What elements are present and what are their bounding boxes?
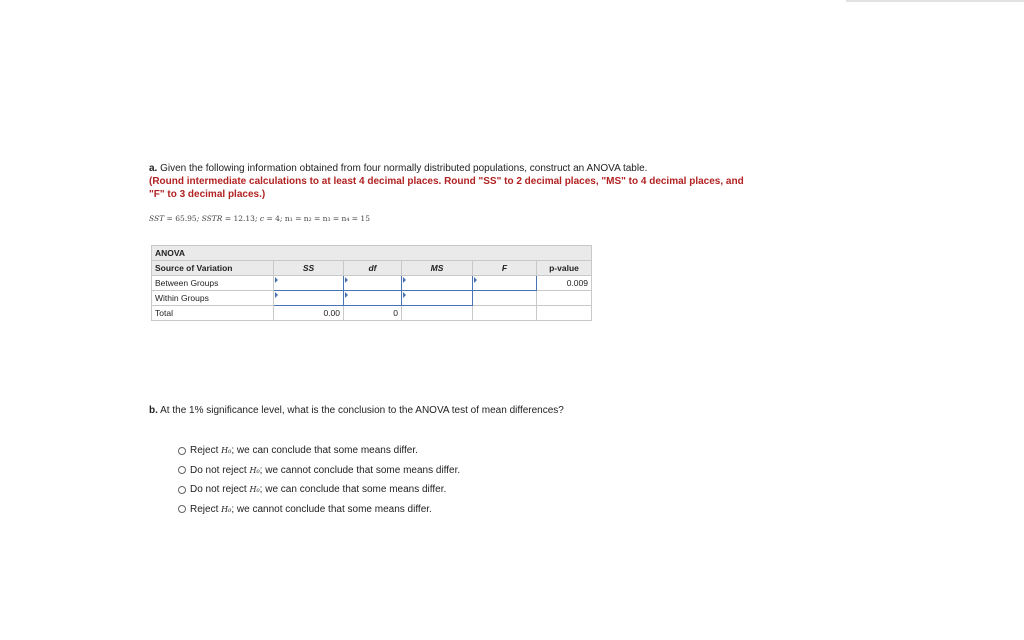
within-df-input[interactable] (344, 291, 402, 306)
sstr-label: SSTR (201, 214, 223, 223)
within-pvalue-cell (537, 291, 592, 306)
question-b (149, 405, 564, 416)
between-ms-input[interactable] (402, 276, 473, 291)
question-b-text: At the 1% significance level, what is the conclusion to the ANOVA test of mean differences? (160, 405, 564, 416)
radio-button[interactable] (178, 447, 186, 455)
option-1[interactable]: Reject H₀ ; we can conclude that some means differ. (178, 441, 460, 461)
option-4[interactable]: Reject H₀ ; we cannot conclude that some means differ. (178, 500, 460, 520)
total-ms-cell (402, 306, 473, 321)
row-label: Total (152, 306, 274, 321)
header-row (152, 261, 592, 276)
sstr-value: 12.13 (233, 214, 255, 223)
header-source: Source of Variation (152, 261, 274, 276)
between-f-input[interactable] (473, 276, 537, 291)
header-f: F (473, 261, 537, 276)
row-label: Between Groups (152, 276, 274, 291)
total-pvalue-cell (537, 306, 592, 321)
between-df-input[interactable] (344, 276, 402, 291)
header-ms: MS (402, 261, 473, 276)
question-b-prefix: b. (149, 405, 158, 416)
anova-title: ANOVA (152, 246, 592, 261)
header-df: df (344, 261, 402, 276)
total-ss: 0.00 (274, 306, 344, 321)
radio-button[interactable] (178, 486, 186, 494)
sample-sizes: n₁ = n₂ = n₃ = n₄ = 15 (284, 214, 370, 223)
top-edge-line (846, 0, 1024, 2)
table-row (152, 291, 592, 306)
radio-button[interactable] (178, 505, 186, 513)
answer-options (178, 441, 460, 519)
between-ss-input[interactable] (274, 276, 344, 291)
sst-label: SST (149, 214, 165, 223)
table-row (152, 306, 592, 321)
c-value: 4 (275, 214, 280, 223)
question-a-prefix: a. (149, 163, 158, 174)
question-a (149, 162, 749, 201)
total-f-cell (473, 306, 537, 321)
within-ss-input[interactable] (274, 291, 344, 306)
table-row (152, 276, 592, 291)
anova-table (151, 245, 592, 321)
c-label: c (259, 214, 265, 223)
question-a-text: Given the following information obtained from four normally distributed populations, construct an ANOVA table. (160, 163, 648, 174)
rounding-note: (Round intermediate calculations to at least 4 decimal places. Round "SS" to 2 decimal places, "MS" to 4 decimal places, and "F" to 3 decimal places.) (149, 176, 744, 200)
radio-button[interactable] (178, 466, 186, 474)
within-ms-input[interactable] (402, 291, 473, 306)
header-ss: SS (274, 261, 344, 276)
total-df: 0 (344, 306, 402, 321)
between-pvalue: 0.009 (537, 276, 592, 291)
sst-value: 65.95 (175, 214, 197, 223)
option-2[interactable]: Do not reject H₀ ; we cannot conclude that some means differ. (178, 461, 460, 481)
given-info: SST = 65.95; SSTR = 12.13; c = 4; n₁ = n₂ = n₃ = n₄ = 15 (149, 214, 370, 223)
header-pvalue: p-value (537, 261, 592, 276)
within-f-cell (473, 291, 537, 306)
row-label: Within Groups (152, 291, 274, 306)
option-3[interactable]: Do not reject H₀ ; we can conclude that some means differ. (178, 480, 460, 500)
